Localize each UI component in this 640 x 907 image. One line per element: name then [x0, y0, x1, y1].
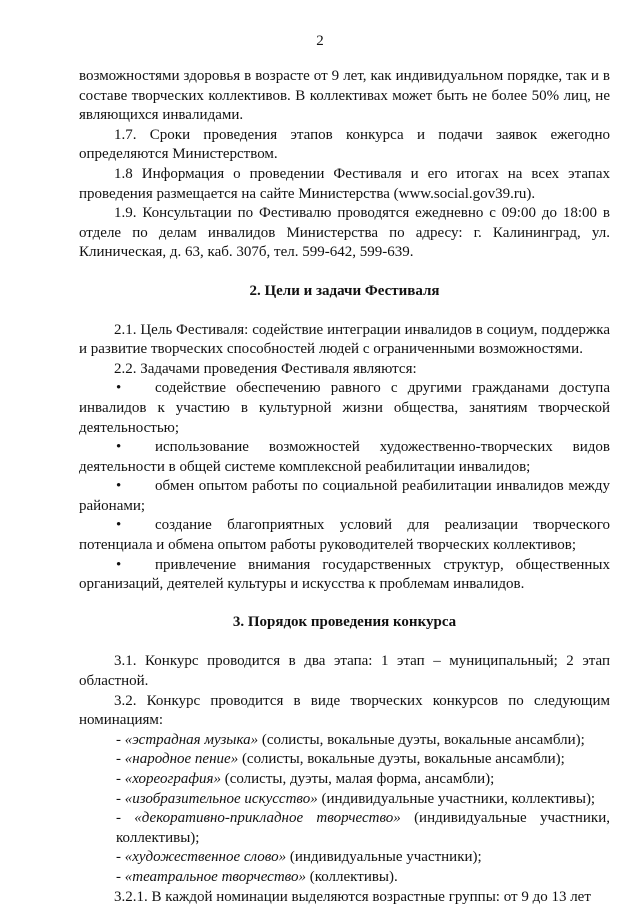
nomination-item [79, 790, 610, 810]
paragraph-2-2: 2.2. Задачами проведения Фестиваля являются: [114, 360, 417, 377]
nomination-name: «изобразительное искусство» [124, 790, 318, 807]
section-heading-2: 2. Цели и задачи Фестиваля [249, 282, 440, 299]
dash-marker: - [116, 731, 125, 748]
bullet-text: содействие обеспечению равного с другими гражданами доступа инвалидов к участию в культурной жизни общества, занятиям творческой деятельностью; [79, 380, 610, 436]
paragraph-1-9: 1.9. Консультации по Фестивалю проводятся ежедневно с 09:00 до 18:00 в отделе по делам инвалидов Министерства по адресу: г. Калининград, ул. Клиническая, д. 63, каб. 307б, тел. 599-642, 599-639. [79, 205, 610, 261]
bullet-icon: • [116, 380, 122, 397]
bullet-text: создание благоприятных условий для реализации творческого потенциала и обмена опытом работы руководителей творческих коллективов; [79, 517, 610, 554]
dash-marker: - [116, 868, 125, 885]
nomination-item [79, 770, 610, 790]
bullet-item [79, 379, 610, 438]
bullet-item [79, 516, 610, 555]
nomination-name: «народное пение» [124, 751, 239, 768]
dash-marker: - [116, 790, 125, 807]
dash-marker: - [116, 810, 135, 827]
dash-marker: - [116, 771, 125, 787]
paragraph-1-7: 1.7. Сроки проведения этапов конкурса и подачи заявок ежегодно определяются Министерством. [79, 126, 610, 163]
nomination-item [79, 731, 610, 751]
dash-marker: - [116, 751, 125, 768]
nomination-details: (индивидуальные участники, коллективы); [317, 790, 596, 807]
document-body [79, 67, 610, 907]
nomination-item [79, 868, 610, 888]
paragraph-3-2: 3.2. Конкурс проводится в виде творческих конкурсов по следующим номинациям: [79, 692, 610, 729]
bullet-text: привлечение внимания государственных структур, общественных организаций, деятелей культуры и искусства к проблемам инвалидов. [79, 556, 610, 593]
nomination-name: «декоративно-прикладное творчество» [134, 810, 401, 827]
page-number: 2 [316, 33, 324, 49]
paragraph-3-1: 3.1. Конкурс проводится в два этапа: 1 этап – муниципальный; 2 этап областной. [79, 653, 610, 690]
bullet-icon: • [116, 439, 122, 456]
paragraph-1-8: 1.8 Информация о проведении Фестиваля и его итогах на всех этапах проведения размещается на сайте Министерства (www.social.gov39.ru). [79, 165, 610, 202]
paragraph-3-2-1: 3.2.1. В каждой номинации выделяются возрастные группы: от 9 до 13 лет [114, 888, 591, 905]
bullet-text: использование возможностей художественно-творческих видов деятельности в общей системе комплексной реабилитации инвалидов; [79, 439, 610, 475]
bullet-text: обмен опытом работы по социальной реабилитации инвалидов между районами; [79, 478, 610, 514]
nomination-details: (индивидуальные участники); [286, 849, 482, 866]
nomination-details: (индивидуальные участники, коллективы); [116, 810, 611, 846]
nomination-item [79, 750, 610, 770]
nomination-details: (солисты, дуэты, малая форма, ансамбли); [220, 771, 495, 787]
nomination-name: «художественное слово» [124, 849, 287, 866]
nomination-name: «хореография» [124, 771, 221, 787]
paragraph-continuation: возможностями здоровья в возрасте от 9 лет, как индивидуальном порядке, так и в составе творческих коллективов. В коллективах может быть не более 50% лиц, не являющихся инвалидами. [79, 68, 610, 124]
nomination-details: (коллективы). [305, 868, 398, 885]
nomination-details: (солисты, вокальные дуэты, вокальные ансамбли); [258, 731, 585, 748]
bullet-icon: • [116, 517, 122, 534]
nomination-name: «театральное творчество» [124, 868, 306, 885]
nomination-name: «эстрадная музыка» [124, 731, 259, 748]
bullet-item [79, 556, 610, 595]
nomination-item [79, 848, 610, 868]
nomination-details: (солисты, вокальные дуэты, вокальные ансамбли); [238, 751, 565, 768]
dash-marker: - [116, 849, 125, 866]
bullet-item [79, 477, 610, 516]
bullet-item [79, 438, 610, 477]
paragraph-2-1: 2.1. Цель Фестиваля: содействие интеграции инвалидов в социум, поддержка и развитие творческих способностей людей с ограниченными возможностями. [79, 321, 610, 358]
bullet-icon: • [116, 478, 122, 495]
nomination-item [79, 809, 610, 848]
section-heading-3: 3. Порядок проведения конкурса [232, 613, 457, 630]
bullet-icon: • [116, 556, 122, 573]
